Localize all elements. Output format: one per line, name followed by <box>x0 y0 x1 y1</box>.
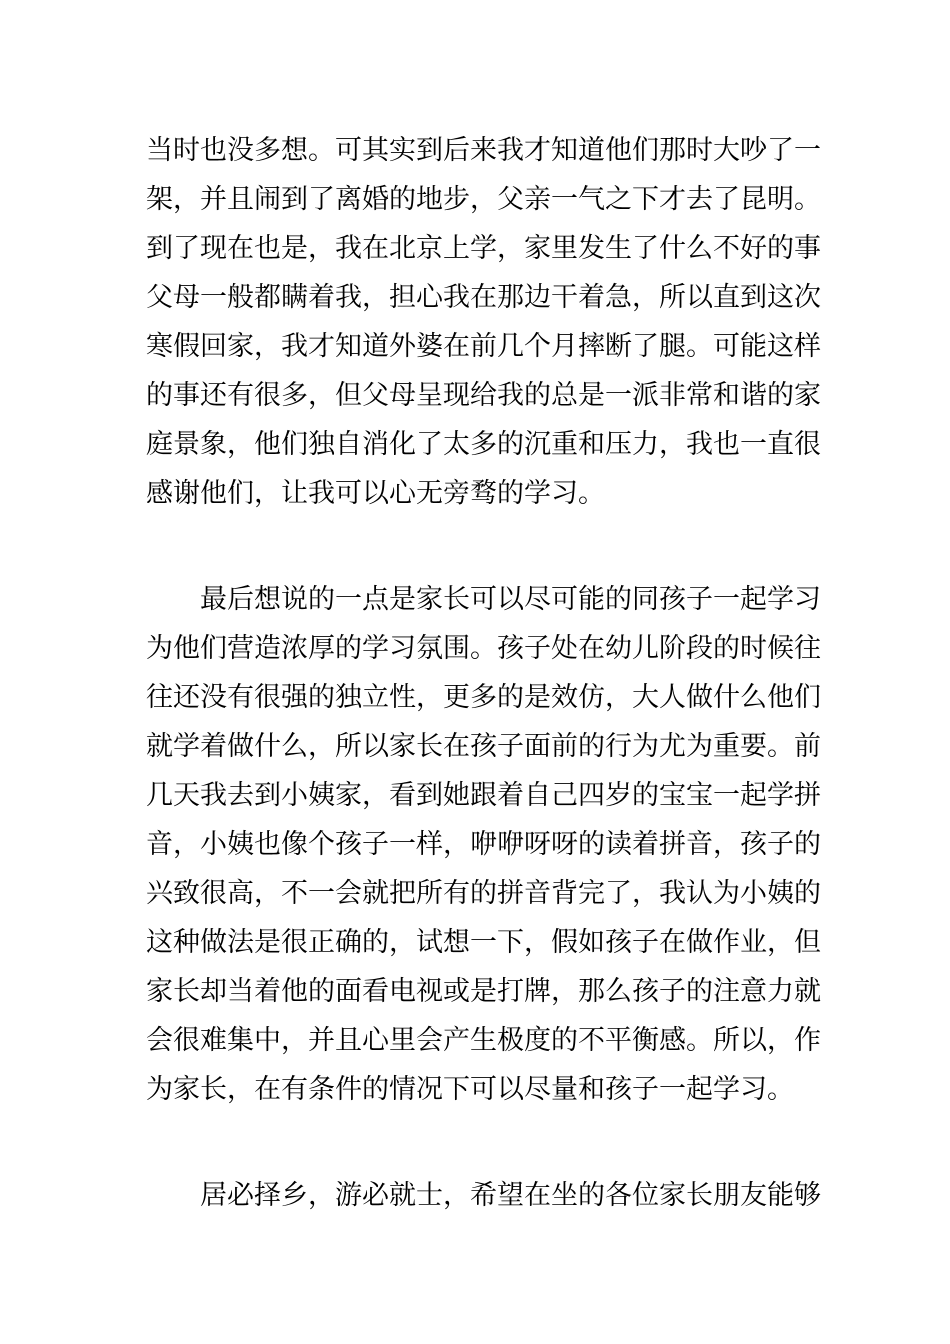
paragraph-1-line-7: 庭景象，他们独自消化了太多的沉重和压力，我也一直很 <box>146 429 821 460</box>
paragraph-2-line-3: 往还没有很强的独立性，更多的是效仿，大人做什么他们 <box>146 682 821 713</box>
paragraph-1-line-3: 到了现在也是，我在北京上学，家里发生了什么不好的事 <box>146 233 821 264</box>
paragraph-1-line-8: 感谢他们，让我可以心无旁骛的学习。 <box>146 478 605 509</box>
paragraph-2-line-7: 兴致很高，不一会就把所有的拼音背完了，我认为小姨的 <box>146 878 821 909</box>
paragraph-1-line-1: 当时也没多想。可其实到后来我才知道他们那时大吵了一 <box>146 135 821 166</box>
paragraph-1-line-2: 架，并且闹到了离婚的地步，父亲一气之下才去了昆明。 <box>146 184 821 215</box>
paragraph-3-line-1: 居必择乡，游必就士，希望在坐的各位家长朋友能够 <box>200 1180 821 1211</box>
paragraph-2-line-2: 为他们营造浓厚的学习氛围。孩子处在幼儿阶段的时候往 <box>146 633 821 664</box>
paragraph-2-line-6: 音，小姨也像个孩子一样，咿咿呀呀的读着拼音，孩子的 <box>146 829 821 860</box>
paragraph-2-line-10: 会很难集中，并且心里会产生极度的不平衡感。所以，作 <box>146 1025 821 1056</box>
paragraph-1-line-4: 父母一般都瞒着我，担心我在那边干着急，所以直到这次 <box>146 282 821 313</box>
paragraph-1-line-6: 的事还有很多，但父母呈现给我的总是一派非常和谐的家 <box>146 380 821 411</box>
paragraph-2-line-11: 为家长，在有条件的情况下可以尽量和孩子一起学习。 <box>146 1074 794 1105</box>
paragraph-2-line-5: 几天我去到小姨家，看到她跟着自己四岁的宝宝一起学拼 <box>146 780 821 811</box>
paragraph-2-line-8: 这种做法是很正确的，试想一下，假如孩子在做作业，但 <box>146 927 821 958</box>
paragraph-2-line-9: 家长却当着他的面看电视或是打牌，那么孩子的注意力就 <box>146 976 821 1007</box>
paragraph-2-line-1: 最后想说的一点是家长可以尽可能的同孩子一起学习 <box>200 584 821 615</box>
paragraph-2-line-4: 就学着做什么，所以家长在孩子面前的行为尤为重要。前 <box>146 731 821 762</box>
paragraph-1-line-5: 寒假回家，我才知道外婆在前几个月摔断了腿。可能这样 <box>146 331 821 362</box>
